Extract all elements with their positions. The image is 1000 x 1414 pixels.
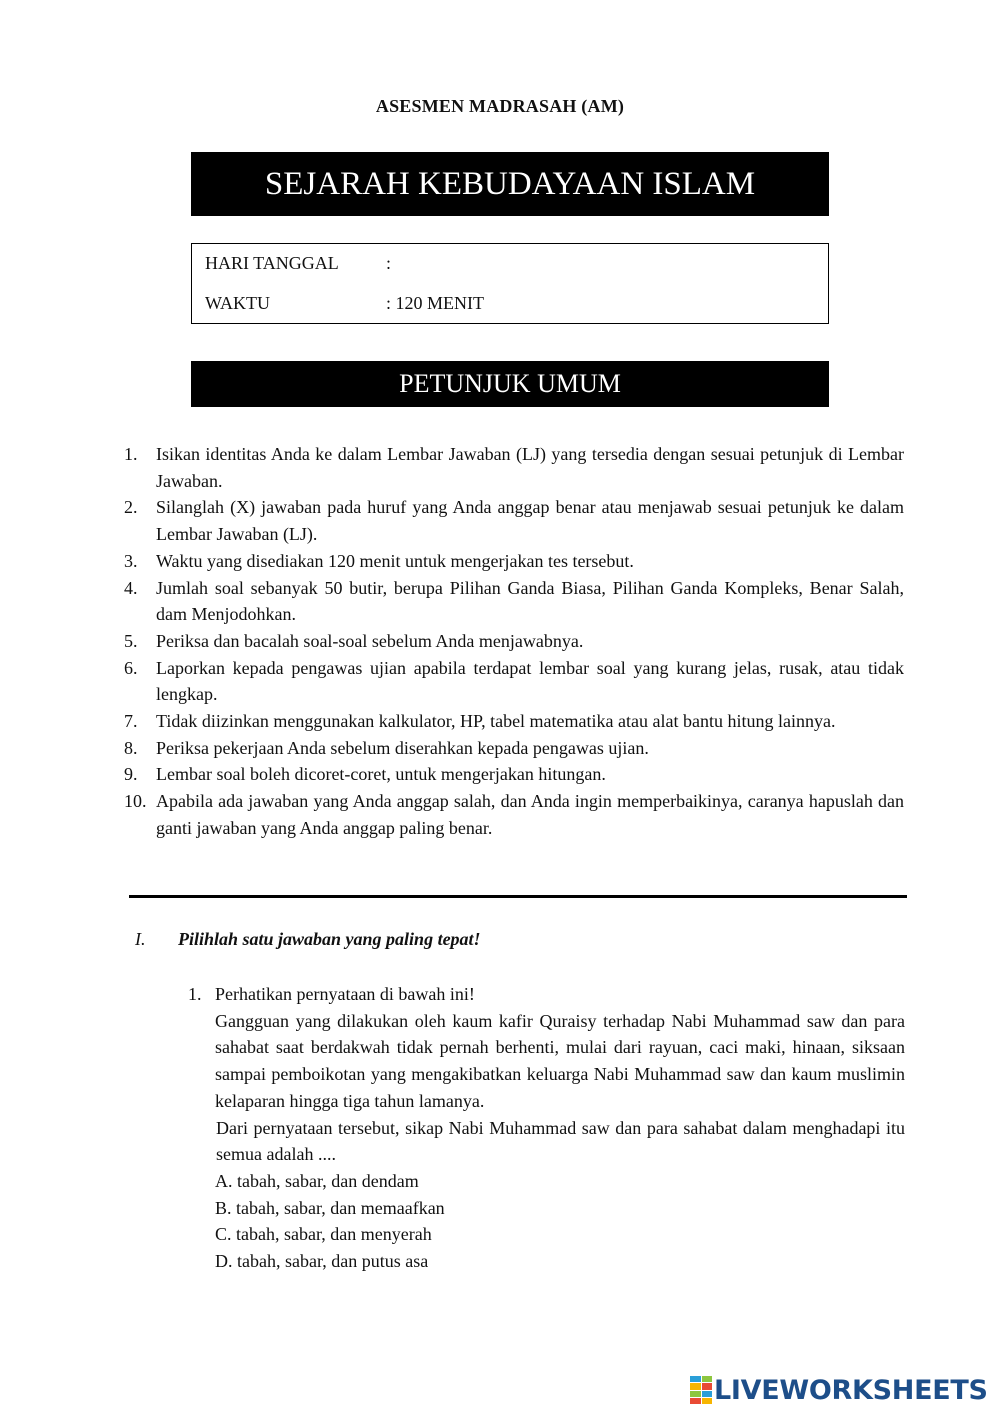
question-number: 1. <box>188 984 202 1004</box>
instruction-item <box>124 548 904 575</box>
question-1 <box>188 981 905 1275</box>
instruction-text: Apabila ada jawaban yang Anda anggap salah, dan Anda ingin memperbaikinya, caranya hapuslah dan ganti jawaban yang Anda anggap paling benar. <box>156 791 904 838</box>
instruction-item <box>124 708 904 735</box>
instruction-text: Periksa dan bacalah soal-soal sebelum Anda menjawabnya. <box>156 630 584 651</box>
logo-text: LIVEWORKSHEETS <box>714 1374 988 1406</box>
instruction-item <box>124 788 904 841</box>
instructions-title: PETUNJUK UMUM <box>399 369 621 398</box>
instruction-item <box>124 441 904 494</box>
instruction-item <box>124 628 904 655</box>
option-b[interactable]: B. tabah, sabar, dan memaafkan <box>215 1197 445 1218</box>
instruction-text: Waktu yang disediakan 120 menit untuk mengerjakan tes tersebut. <box>156 550 634 571</box>
instruction-text: Jumlah soal sebanyak 50 butir, berupa Pilihan Ganda Biasa, Pilihan Ganda Kompleks, Benar Salah, dam Menjodohkan. <box>156 577 904 625</box>
instruction-text: Silanglah (X) jawaban pada huruf yang Anda anggap benar atau menjawab sesuai petunjuk ke dalam Lembar Jawaban (LJ). <box>156 497 904 545</box>
date-row <box>205 253 391 274</box>
instruction-number: 4. <box>124 577 138 598</box>
option-d[interactable]: D. tabah, sabar, dan putus asa <box>215 1251 429 1272</box>
instruction-item <box>124 735 904 762</box>
instruction-item <box>124 494 904 547</box>
subject-title: SEJARAH KEBUDAYAAN ISLAM <box>264 165 756 202</box>
instruction-number: 6. <box>124 657 138 678</box>
instruction-number: 7. <box>124 711 138 732</box>
instruction-item <box>124 655 904 708</box>
date-label: HARI TANGGAL <box>205 253 339 273</box>
instruction-number: 1. <box>124 444 138 464</box>
time-label: WAKTU <box>205 293 270 313</box>
instruction-text: Tidak diizinkan menggunakan kalkulator, HP, tabel matematika atau alat bantu hitung lainnya. <box>156 711 836 732</box>
instruction-text: Lembar soal boleh dicoret-coret, untuk mengerjakan hitungan. <box>156 764 606 785</box>
time-row <box>205 293 484 314</box>
instructions-banner <box>191 361 829 407</box>
option-a[interactable]: A. tabah, sabar, dan dendam <box>215 1170 419 1191</box>
logo-mark-icon <box>690 1376 712 1404</box>
instructions-list <box>124 441 904 842</box>
question-body <box>188 1008 905 1275</box>
option-c[interactable]: C. tabah, sabar, dan menyerah <box>215 1224 432 1245</box>
date-value: : <box>386 253 392 273</box>
question-intro-row <box>188 981 905 1008</box>
instruction-text: Periksa pekerjaan Anda sebelum diserahkan kepada pengawas ujian. <box>156 737 649 758</box>
section-divider <box>129 895 907 898</box>
instruction-text: Isikan identitas Anda ke dalam Lembar Jawaban (LJ) yang tersedia dengan sesuai petunjuk di Lembar Jawaban. <box>156 444 904 491</box>
liveworksheets-logo[interactable] <box>690 1373 988 1407</box>
time-value: : 120 MENIT <box>386 293 484 313</box>
document-title: ASESMEN MADRASAH (AM) <box>375 96 625 116</box>
instruction-text: Laporkan kepada pengawas ujian apabila terdapat lembar soal yang kurang jelas, rusak, atau tidak lengkap. <box>156 657 904 705</box>
subject-banner <box>191 152 829 216</box>
instruction-number: 8. <box>124 737 138 758</box>
info-box <box>191 243 829 324</box>
section-number: I. <box>135 929 146 949</box>
question-passage: Gangguan yang dilakukan oleh kaum kafir Quraisy terhadap Nabi Muhammad saw dan para sahabat saat berdakwah tidak pernah berhenti, mulai dari rayuan, caci maki, hinaan, siksaan sampai pemboikotan yang mengakibatkan keluarga Nabi Muhammad saw dan kaum muslimin kelaparan hingga tiga tahun lamanya. <box>215 1010 905 1111</box>
instruction-number: 3. <box>124 550 138 571</box>
question-prompt: Dari pernyataan tersebut, sikap Nabi Muhammad saw dan para sahabat dalam menghadapi itu semua adalah .... <box>216 1117 905 1165</box>
instruction-item <box>124 761 904 788</box>
section-heading <box>135 929 481 950</box>
instruction-number: 10. <box>124 791 147 812</box>
instruction-number: 9. <box>124 764 138 785</box>
question-intro: Perhatikan pernyataan di bawah ini! <box>215 984 475 1004</box>
instruction-item <box>124 575 904 628</box>
instruction-number: 2. <box>124 497 138 518</box>
section-instruction: Pilihlah satu jawaban yang paling tepat! <box>178 929 481 949</box>
answer-options <box>215 1168 905 1275</box>
instruction-number: 5. <box>124 630 138 651</box>
